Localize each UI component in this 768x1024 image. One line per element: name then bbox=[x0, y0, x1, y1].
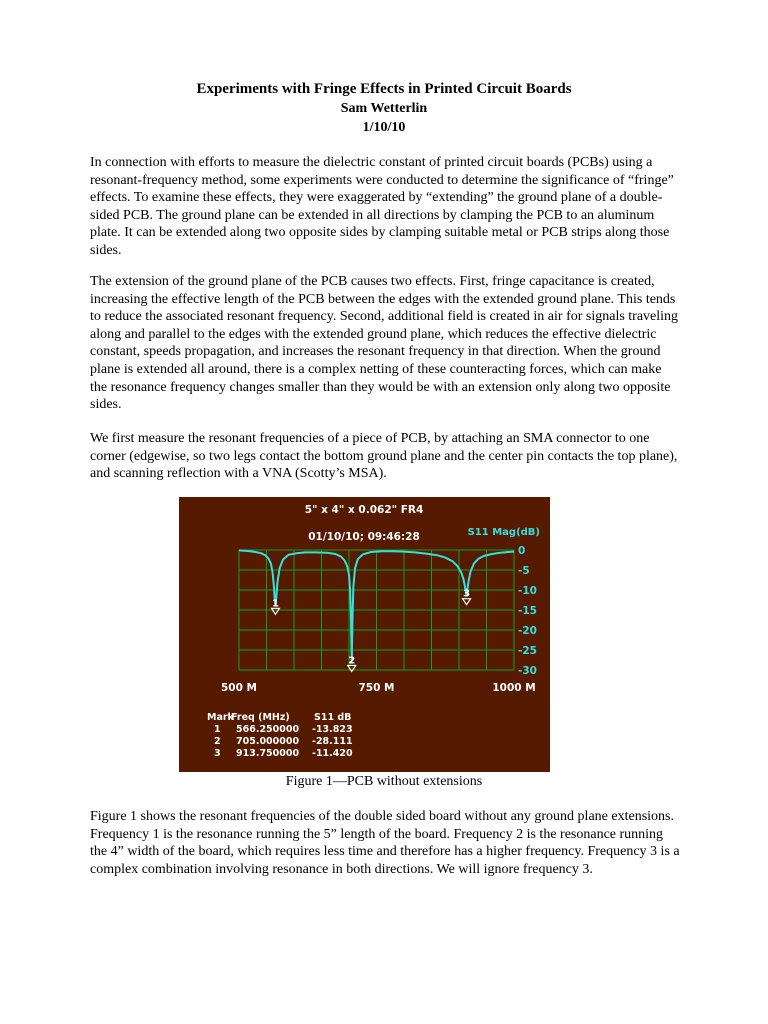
marker-table-cell: 3 bbox=[214, 748, 221, 759]
y-tick-label: 0 bbox=[518, 545, 526, 557]
chart-subtitle: 01/10/10; 09:46:28 bbox=[308, 531, 420, 543]
marker-table-cell: -11.420 bbox=[312, 748, 353, 759]
author-name: Sam Wetterlin bbox=[340, 101, 428, 116]
marker-table-header: Mark bbox=[207, 712, 234, 723]
x-tick-label: 750 M bbox=[358, 682, 395, 694]
publication-date: 1/10/10 bbox=[362, 120, 406, 135]
x-tick-label: 1000 M bbox=[492, 682, 536, 694]
paragraph-measurement-method: We first measure the resonant frequencies of a piece of PCB, by attaching an SMA connector to one corner (edgewise, so two legs contact the bottom ground plane and the center pin contacts the top plane), and scanning reflection with a VNA (Scotty’s MSA). bbox=[90, 431, 678, 482]
x-tick-label: 500 M bbox=[220, 682, 258, 694]
marker-table-cell: 1 bbox=[214, 724, 221, 735]
y-tick-label: -5 bbox=[518, 565, 530, 577]
marker-table-cell: 566.250000 bbox=[236, 724, 300, 735]
y-tick-label: -30 bbox=[518, 665, 537, 677]
marker-2-label: 2 bbox=[348, 655, 356, 667]
y-axis-label: S11 Mag(dB) bbox=[467, 527, 540, 538]
marker-table-cell: 705.000000 bbox=[236, 736, 300, 747]
figure-1-vna-plot bbox=[179, 497, 550, 772]
paragraph-figure-discussion: Figure 1 shows the resonant frequencies of the double sided board without any ground plane extensions. Frequency 1 is the resonance running the 5” length of the board. Frequency 2 is the resonance running the 4” width of the board, which requires less time and therefore has a higher frequency. Frequency 3 is a complex combination involving resonance in both directions. We will ignore frequency 3. bbox=[90, 809, 680, 877]
marker-table-header: Freq (MHz) bbox=[231, 712, 290, 723]
marker-table-cell: 913.750000 bbox=[236, 748, 300, 759]
paragraph-ground-plane-effects: The extension of the ground plane of the PCB causes two effects. First, fringe capacitance is created, increasing the effective length of the PCB between the edges with the extended ground plane. This tends to reduce the associated resonant frequency. Second, additional field is created in air for signals traveling along and parallel to the edges with the extended ground plane, which reduces the effective dielectric constant, speeds propagation, and increases the resonant frequency in that direction. When the ground plane is extended all around, there is a complex netting of these counteracting forces, which can make the resonance frequency changes smaller than they would be with an extension only along two opposite sides. bbox=[90, 274, 679, 413]
paragraph-intro: In connection with efforts to measure the dielectric constant of printed circuit boards (PCBs) using a resonant-frequency method, some experiments were conducted to determine the significance of “fringe” effects. To examine these effects, they were exaggerated by “extending” the ground plane of a double-sided PCB. The ground plane can be extended in all directions by clamping the PCB to an aluminum plate. It can be extended along two opposite sides by clamping suitable metal or PCB strips along those sides. bbox=[90, 155, 674, 258]
chart-title: 5" x 4" x 0.062" FR4 bbox=[304, 504, 424, 516]
marker-table-cell: -13.823 bbox=[312, 724, 353, 735]
paper-title: Experiments with Fringe Effects in Printed Circuit Boards bbox=[196, 81, 572, 97]
y-tick-label: -10 bbox=[518, 585, 537, 597]
marker-table-header: S11 dB bbox=[314, 712, 352, 723]
marker-table-cell: 2 bbox=[214, 736, 221, 747]
marker-table-cell: -28.111 bbox=[312, 736, 353, 747]
s11-chart bbox=[179, 497, 550, 772]
y-tick-label: -25 bbox=[518, 645, 537, 657]
marker-1-label: 1 bbox=[271, 598, 279, 610]
marker-3-label: 3 bbox=[463, 588, 471, 600]
y-tick-label: -20 bbox=[518, 625, 537, 637]
y-tick-label: -15 bbox=[518, 605, 537, 617]
figure-caption: Figure 1—PCB without extensions bbox=[285, 774, 483, 789]
